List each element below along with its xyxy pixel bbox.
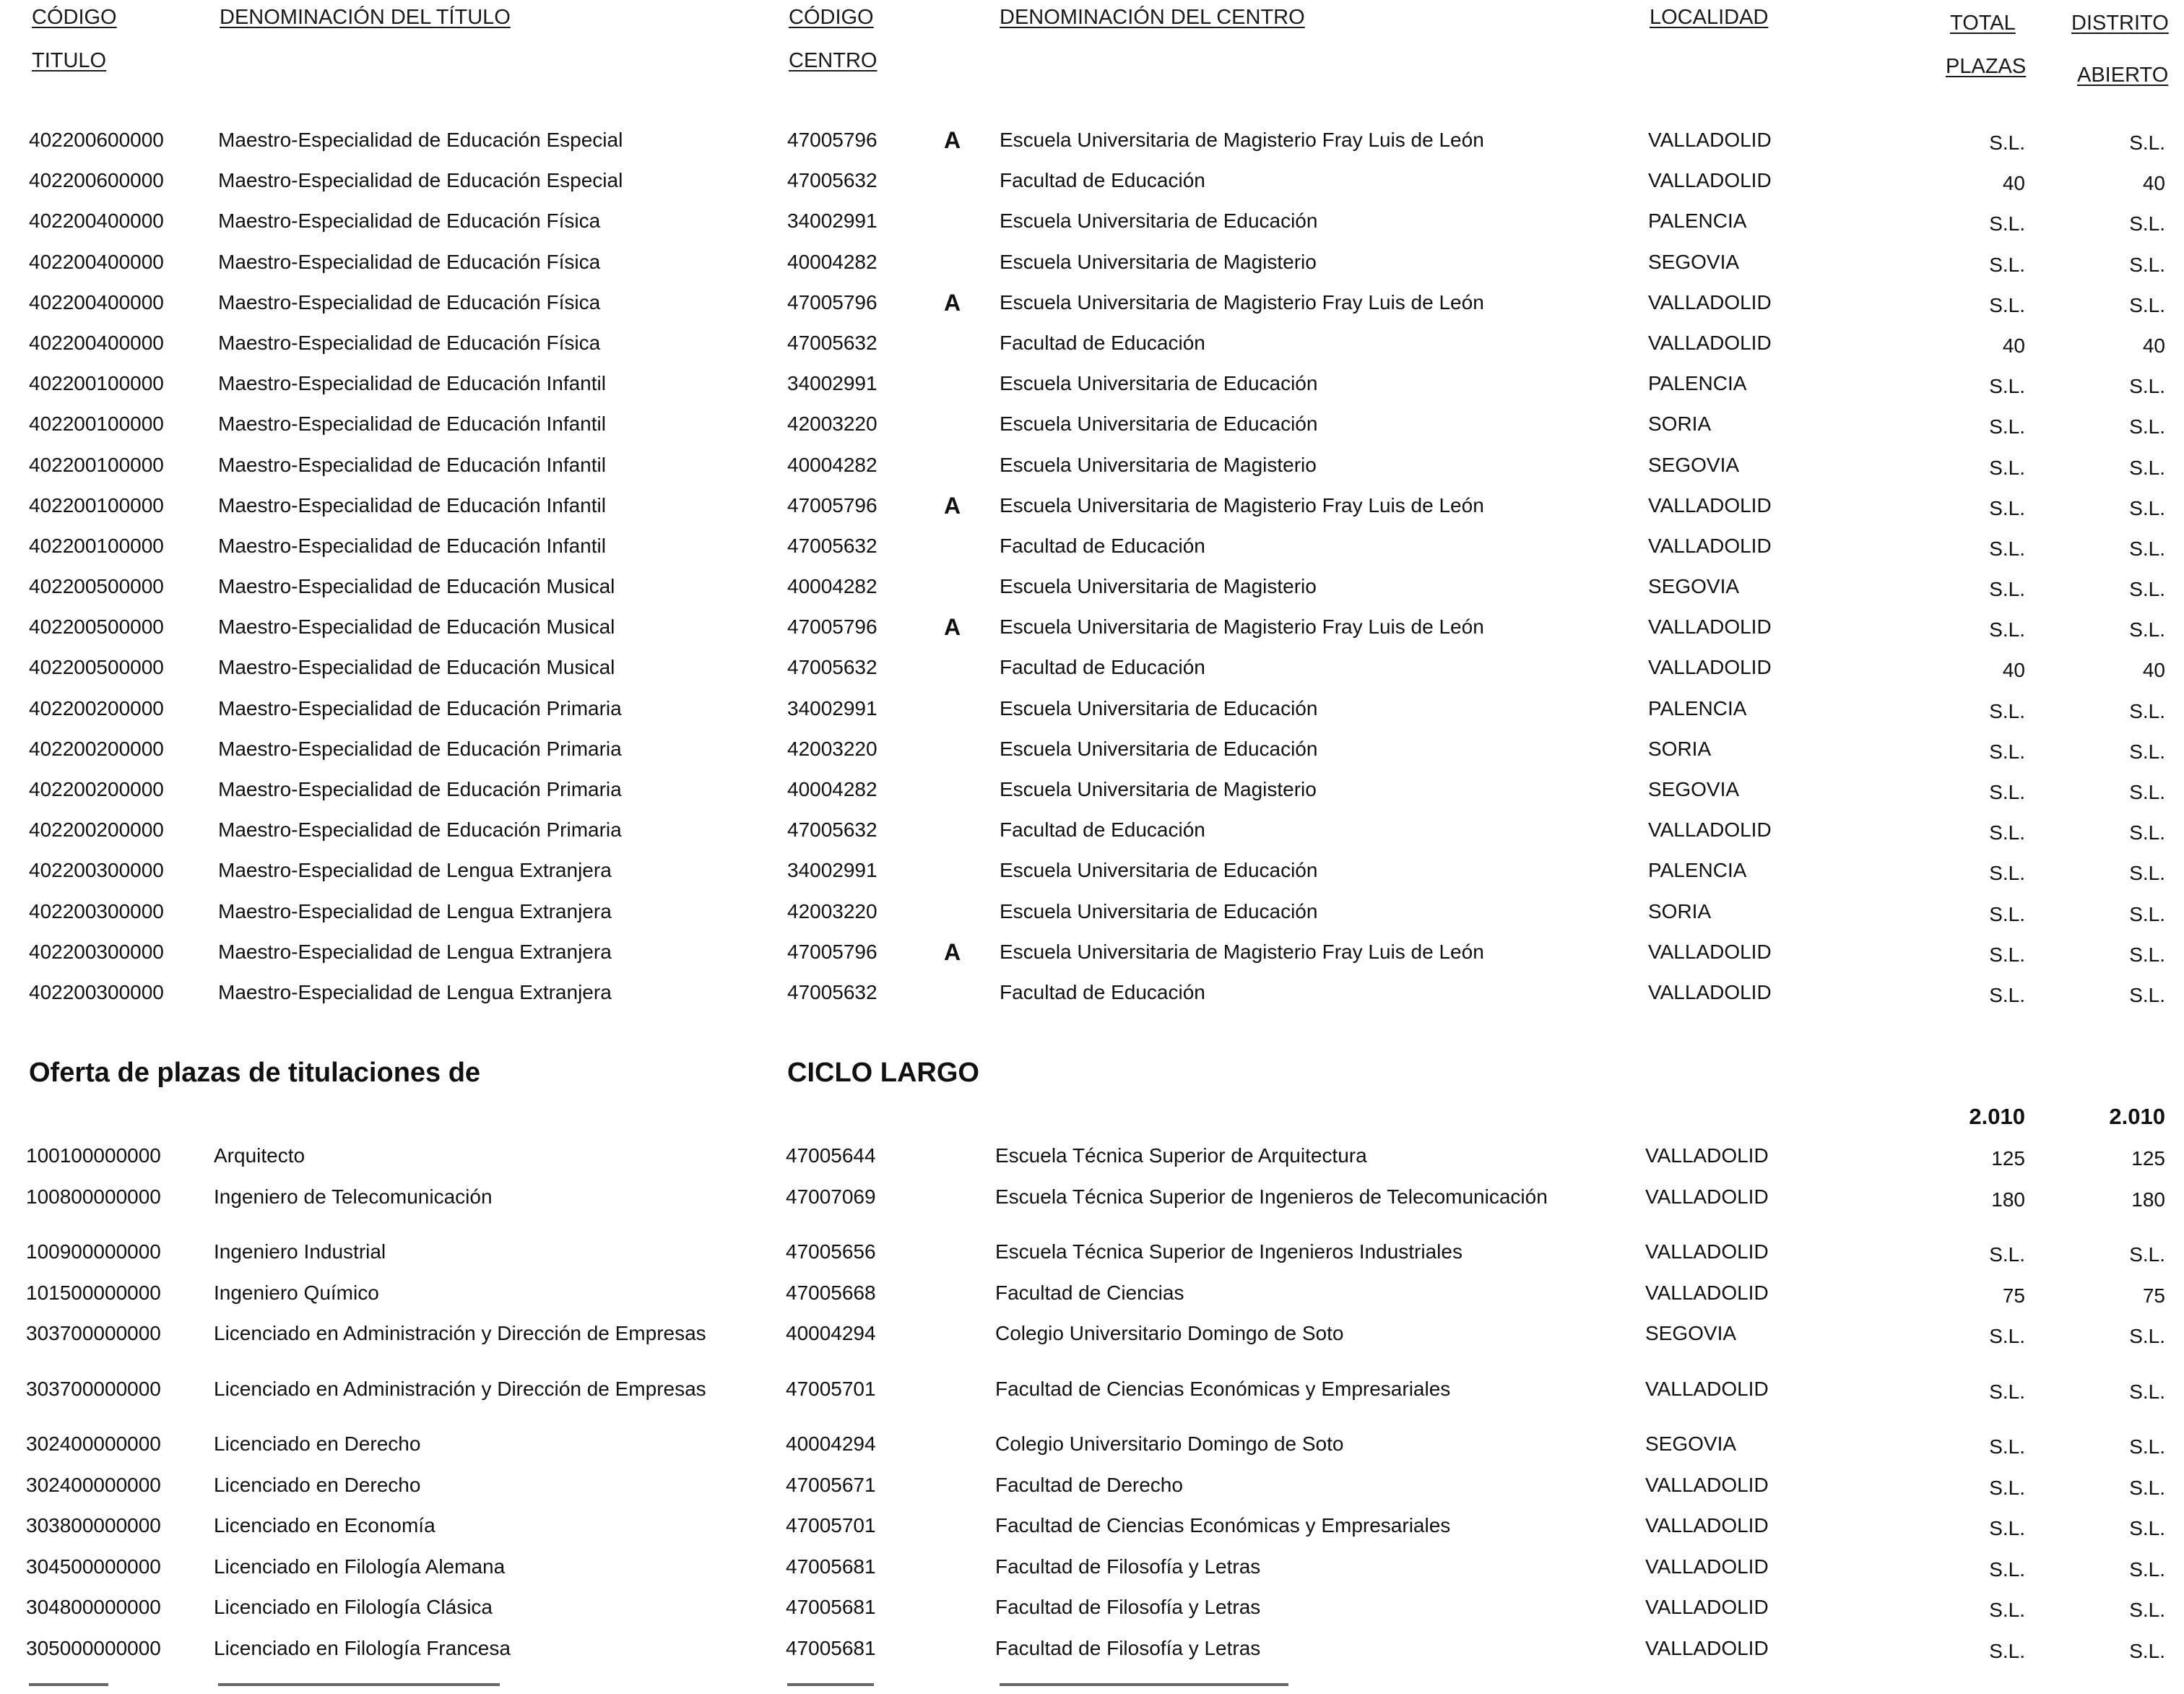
denominacion-centro-cell: Escuela Universitaria de Educación bbox=[1000, 209, 1318, 233]
denominacion-titulo-cell: Maestro-Especialidad de Educación Musical bbox=[218, 615, 615, 639]
codigo-titulo-cell: 304500000000 bbox=[26, 1555, 161, 1578]
distrito-abierto-cell: S.L. bbox=[2129, 537, 2165, 560]
localidad-cell: PALENCIA bbox=[1648, 696, 1747, 719]
distrito-abierto-cell: S.L. bbox=[2129, 1476, 2165, 1499]
denominacion-centro-cell: Escuela Universitaria de Educación bbox=[1000, 372, 1318, 395]
codigo-titulo-cell: 402200300000 bbox=[29, 940, 164, 963]
codigo-titulo-cell: 402200200000 bbox=[29, 737, 164, 760]
denominacion-titulo-cell: Maestro-Especialidad de Educación Física bbox=[218, 209, 601, 233]
distrito-abierto-cell: 40 bbox=[2142, 172, 2165, 195]
denominacion-titulo-cell: Maestro-Especialidad de Educación Física bbox=[218, 250, 601, 273]
table-row bbox=[0, 891, 2184, 932]
table-row bbox=[0, 282, 2184, 323]
total-plazas-cell: S.L. bbox=[1989, 862, 2025, 885]
codigo-centro-cell: 40004282 bbox=[787, 453, 878, 476]
codigo-centro-cell: 42003220 bbox=[787, 737, 878, 760]
table-row bbox=[0, 1273, 2184, 1314]
localidad-cell: VALLADOLID bbox=[1645, 1240, 1769, 1263]
total-plazas-cell: S.L. bbox=[1989, 212, 2025, 235]
codigo-titulo-cell: 402200100000 bbox=[29, 493, 164, 517]
table-row bbox=[0, 485, 2184, 526]
denominacion-titulo-cell: Maestro-Especialidad de Educación Infantil bbox=[218, 453, 606, 476]
codigo-titulo-cell: 402200200000 bbox=[29, 696, 164, 719]
total-plazas-cell: S.L. bbox=[1989, 781, 2025, 803]
denominacion-centro-cell: Escuela Universitaria de Magisterio Fray Luis de León bbox=[1000, 615, 1484, 639]
total-plazas-cell: S.L. bbox=[1989, 618, 2025, 641]
localidad-cell: VALLADOLID bbox=[1645, 1144, 1769, 1167]
cut-off-header bbox=[0, 1683, 2184, 1694]
codigo-centro-cell: 47005632 bbox=[787, 818, 878, 842]
codigo-titulo-cell: 402200300000 bbox=[29, 980, 164, 1003]
codigo-centro-cell: 47005656 bbox=[786, 1240, 876, 1263]
distrito-abierto-cell: S.L. bbox=[2129, 618, 2165, 641]
total-plazas-cell: S.L. bbox=[1989, 456, 2025, 479]
denominacion-centro-cell: Facultad de Educación bbox=[1000, 534, 1205, 557]
denominacion-titulo-cell: Maestro-Especialidad de Educación Infantil bbox=[218, 534, 606, 557]
codigo-centro-cell: 47005632 bbox=[787, 980, 878, 1003]
localidad-cell: VALLADOLID bbox=[1645, 1281, 1769, 1304]
codigo-titulo-cell: 402200600000 bbox=[29, 129, 164, 151]
codigo-centro-cell: 34002991 bbox=[787, 696, 878, 719]
codigo-titulo-cell: 402200400000 bbox=[29, 209, 164, 233]
codigo-centro-cell: 40004294 bbox=[786, 1432, 876, 1455]
denominacion-titulo-cell: Maestro-Especialidad de Educación Musical bbox=[218, 656, 615, 679]
denominacion-centro-cell: Escuela Universitaria de Educación bbox=[1000, 859, 1318, 882]
distrito-abierto-cell: S.L. bbox=[2129, 821, 2165, 844]
distrito-abierto-cell: S.L. bbox=[2129, 375, 2165, 398]
localidad-cell: VALLADOLID bbox=[1648, 615, 1772, 639]
total-plazas-cell: 40 bbox=[2002, 659, 2025, 682]
codigo-centro-cell: 34002991 bbox=[787, 859, 878, 882]
localidad-cell: VALLADOLID bbox=[1645, 1473, 1769, 1496]
total-plazas-cell: S.L. bbox=[1989, 1599, 2025, 1621]
total-plazas-cell: S.L. bbox=[1989, 1476, 2025, 1499]
table-row bbox=[0, 1177, 2184, 1218]
total-plazas-cell: 125 bbox=[1991, 1147, 2025, 1170]
distrito-abierto-cell: S.L. bbox=[2129, 578, 2165, 601]
distrito-abierto-cell: S.L. bbox=[2129, 862, 2165, 885]
denominacion-centro-cell: Escuela Universitaria de Magisterio Fray Luis de León bbox=[1000, 493, 1484, 517]
distrito-abierto-cell: S.L. bbox=[2129, 1517, 2165, 1539]
codigo-titulo-cell: 303700000000 bbox=[26, 1377, 161, 1400]
table-row bbox=[0, 972, 2184, 1013]
denominacion-titulo-cell: Licenciado en Derecho bbox=[214, 1473, 421, 1496]
section-title-ciclo: CICLO LARGO bbox=[787, 1058, 979, 1088]
distrito-abierto-cell: 40 bbox=[2142, 334, 2165, 357]
distrito-abierto-cell: S.L. bbox=[2129, 131, 2165, 154]
table-row bbox=[0, 160, 2184, 201]
codigo-centro-cell: 47007069 bbox=[786, 1185, 876, 1208]
denominacion-centro-cell: Facultad de Derecho bbox=[995, 1473, 1183, 1496]
table-row bbox=[0, 850, 2184, 891]
denominacion-centro-cell: Facultad de Filosofía y Letras bbox=[995, 1636, 1261, 1659]
table-row bbox=[0, 404, 2184, 444]
localidad-cell: VALLADOLID bbox=[1648, 818, 1772, 842]
codigo-titulo-cell: 402200400000 bbox=[29, 250, 164, 273]
table-body-ciclo-largo bbox=[0, 1136, 2184, 1669]
codigo-centro-cell: 47005668 bbox=[786, 1281, 876, 1304]
header-codigo-centro-2: CENTRO bbox=[789, 49, 878, 72]
total-plazas-cell: S.L. bbox=[1989, 253, 2025, 276]
denominacion-titulo-cell: Licenciado en Filología Alemana bbox=[214, 1555, 506, 1578]
total-plazas-cell: S.L. bbox=[1989, 1243, 2025, 1266]
total-plazas-cell: S.L. bbox=[1989, 375, 2025, 398]
distrito-abierto-cell: S.L. bbox=[2129, 1325, 2165, 1347]
codigo-titulo-cell: 402200400000 bbox=[29, 331, 164, 354]
localidad-cell: SEGOVIA bbox=[1648, 575, 1740, 598]
table-row bbox=[0, 1369, 2184, 1410]
table-row bbox=[0, 363, 2184, 404]
total-plazas-cell: S.L. bbox=[1989, 983, 2025, 1006]
localidad-cell: SORIA bbox=[1648, 412, 1712, 436]
localidad-cell: SORIA bbox=[1648, 737, 1712, 760]
table-row bbox=[0, 201, 2184, 241]
flag-cell: A bbox=[944, 127, 961, 153]
denominacion-titulo-cell: Maestro-Especialidad de Educación Especial bbox=[218, 169, 623, 192]
denominacion-titulo-cell: Maestro-Especialidad de Educación Musical bbox=[218, 575, 615, 598]
denominacion-titulo-cell: Licenciado en Derecho bbox=[214, 1432, 421, 1455]
denominacion-centro-cell: Facultad de Ciencias Económicas y Empresariales bbox=[995, 1514, 1451, 1537]
denominacion-titulo-cell: Licenciado en Administración y Dirección de Empresas bbox=[214, 1322, 706, 1344]
denominacion-centro-cell: Escuela Universitaria de Magisterio bbox=[1000, 453, 1317, 476]
denominacion-titulo-cell: Maestro-Especialidad de Lengua Extranjera bbox=[218, 980, 612, 1003]
table-row bbox=[0, 1587, 2184, 1628]
section-total-distrito: 2.010 bbox=[2109, 1104, 2165, 1129]
header-localidad: LOCALIDAD bbox=[1650, 6, 1769, 29]
denominacion-centro-cell: Facultad de Filosofía y Letras bbox=[995, 1596, 1261, 1618]
header-total-2: PLAZAS bbox=[1946, 55, 2027, 78]
codigo-centro-cell: 42003220 bbox=[787, 899, 878, 922]
codigo-centro-cell: 47005681 bbox=[786, 1596, 876, 1618]
distrito-abierto-cell: 75 bbox=[2142, 1284, 2165, 1307]
distrito-abierto-cell: S.L. bbox=[2129, 1557, 2165, 1581]
localidad-cell: VALLADOLID bbox=[1645, 1377, 1769, 1400]
localidad-cell: SEGOVIA bbox=[1645, 1322, 1737, 1344]
total-plazas-cell: S.L. bbox=[1989, 740, 2025, 763]
localidad-cell: PALENCIA bbox=[1648, 372, 1747, 395]
denominacion-titulo-cell: Licenciado en Economía bbox=[214, 1514, 436, 1537]
localidad-cell: VALLADOLID bbox=[1645, 1596, 1769, 1618]
codigo-centro-cell: 47005632 bbox=[787, 534, 878, 557]
total-plazas-cell: S.L. bbox=[1989, 943, 2025, 966]
denominacion-centro-cell: Escuela Universitaria de Magisterio Fray Luis de León bbox=[1000, 129, 1484, 151]
codigo-titulo-cell: 402200600000 bbox=[29, 169, 164, 192]
table-row bbox=[0, 1136, 2184, 1177]
localidad-cell: VALLADOLID bbox=[1645, 1514, 1769, 1537]
localidad-cell: SEGOVIA bbox=[1648, 778, 1740, 800]
codigo-titulo-cell: 302400000000 bbox=[26, 1432, 161, 1455]
total-plazas-cell: S.L. bbox=[1989, 293, 2025, 316]
total-plazas-cell: S.L. bbox=[1989, 1517, 2025, 1539]
denominacion-titulo-cell: Ingeniero Químico bbox=[214, 1281, 379, 1304]
codigo-titulo-cell: 304800000000 bbox=[26, 1596, 161, 1618]
table-body-ciclo-corto bbox=[0, 120, 2184, 1013]
total-plazas-cell: S.L. bbox=[1989, 1557, 2025, 1581]
codigo-titulo-cell: 100800000000 bbox=[26, 1185, 161, 1208]
localidad-cell: VALLADOLID bbox=[1648, 534, 1772, 557]
denominacion-titulo-cell: Arquitecto bbox=[214, 1144, 306, 1167]
codigo-centro-cell: 47005632 bbox=[787, 656, 878, 679]
distrito-abierto-cell: S.L. bbox=[2129, 943, 2165, 966]
localidad-cell: SEGOVIA bbox=[1648, 250, 1740, 273]
localidad-cell: VALLADOLID bbox=[1648, 129, 1772, 151]
denominacion-titulo-cell: Licenciado en Administración y Dirección de Empresas bbox=[214, 1377, 706, 1400]
table-row bbox=[0, 607, 2184, 647]
table-row bbox=[0, 1424, 2184, 1465]
denominacion-titulo-cell: Maestro-Especialidad de Lengua Extranjera bbox=[218, 859, 612, 882]
total-plazas-cell: S.L. bbox=[1989, 415, 2025, 438]
flag-cell: A bbox=[944, 614, 961, 641]
table-row bbox=[0, 242, 2184, 282]
codigo-centro-cell: 40004282 bbox=[787, 250, 878, 273]
flag-cell: A bbox=[944, 492, 961, 519]
total-plazas-cell: S.L. bbox=[1989, 821, 2025, 844]
codigo-centro-cell: 47005796 bbox=[787, 290, 878, 314]
table-row bbox=[0, 323, 2184, 363]
codigo-centro-cell: 47005796 bbox=[787, 940, 878, 963]
total-plazas-cell: S.L. bbox=[1989, 1325, 2025, 1347]
total-plazas-cell: S.L. bbox=[1989, 578, 2025, 601]
table-row bbox=[0, 647, 2184, 688]
table-row bbox=[0, 1547, 2184, 1588]
table-row bbox=[0, 810, 2184, 850]
total-plazas-cell: S.L. bbox=[1989, 131, 2025, 154]
denominacion-titulo-cell: Licenciado en Filología Francesa bbox=[214, 1636, 511, 1659]
denominacion-centro-cell: Escuela Universitaria de Magisterio Fray Luis de León bbox=[1000, 290, 1484, 314]
codigo-titulo-cell: 402200500000 bbox=[29, 656, 164, 679]
denominacion-titulo-cell: Maestro-Especialidad de Lengua Extranjera bbox=[218, 899, 612, 922]
denominacion-centro-cell: Facultad de Educación bbox=[1000, 331, 1205, 354]
denominacion-titulo-cell: Maestro-Especialidad de Educación Física bbox=[218, 331, 601, 354]
total-plazas-cell: 180 bbox=[1991, 1188, 2025, 1211]
distrito-abierto-cell: 40 bbox=[2142, 659, 2165, 682]
localidad-cell: VALLADOLID bbox=[1645, 1555, 1769, 1578]
table-header bbox=[0, 6, 2184, 92]
localidad-cell: VALLADOLID bbox=[1648, 493, 1772, 517]
codigo-titulo-cell: 305000000000 bbox=[26, 1636, 161, 1659]
distrito-abierto-cell: S.L. bbox=[2129, 415, 2165, 438]
codigo-centro-cell: 47005632 bbox=[787, 169, 878, 192]
denominacion-centro-cell: Colegio Universitario Domingo de Soto bbox=[995, 1322, 1344, 1344]
table-row bbox=[0, 566, 2184, 607]
table-row bbox=[0, 445, 2184, 485]
denominacion-titulo-cell: Maestro-Especialidad de Educación Infantil bbox=[218, 412, 606, 436]
denominacion-centro-cell: Escuela Universitaria de Educación bbox=[1000, 412, 1318, 436]
denominacion-titulo-cell: Maestro-Especialidad de Educación Primaria bbox=[218, 737, 622, 760]
table-row bbox=[0, 1505, 2184, 1547]
distrito-abierto-cell: S.L. bbox=[2129, 1599, 2165, 1621]
codigo-titulo-cell: 402200500000 bbox=[29, 615, 164, 639]
denominacion-titulo-cell: Maestro-Especialidad de Educación Especial bbox=[218, 129, 623, 151]
denominacion-centro-cell: Escuela Universitaria de Magisterio bbox=[1000, 778, 1317, 800]
denominacion-centro-cell: Escuela Universitaria de Educación bbox=[1000, 737, 1318, 760]
distrito-abierto-cell: S.L. bbox=[2129, 212, 2165, 235]
codigo-centro-cell: 47005632 bbox=[787, 331, 878, 354]
distrito-abierto-cell: S.L. bbox=[2129, 902, 2165, 925]
localidad-cell: VALLADOLID bbox=[1645, 1636, 1769, 1659]
codigo-titulo-cell: 100100000000 bbox=[26, 1144, 161, 1167]
distrito-abierto-cell: S.L. bbox=[2129, 1639, 2165, 1662]
localidad-cell: SEGOVIA bbox=[1648, 453, 1740, 476]
codigo-centro-cell: 47005644 bbox=[786, 1144, 876, 1167]
table-row bbox=[0, 688, 2184, 729]
total-plazas-cell: 40 bbox=[2002, 334, 2025, 357]
denominacion-centro-cell: Escuela Universitaria de Magisterio bbox=[1000, 250, 1317, 273]
distrito-abierto-cell: S.L. bbox=[2129, 740, 2165, 763]
localidad-cell: PALENCIA bbox=[1648, 859, 1747, 882]
codigo-titulo-cell: 402200200000 bbox=[29, 778, 164, 800]
table-row bbox=[0, 526, 2184, 566]
header-codigo-titulo-2: TITULO bbox=[32, 49, 107, 72]
codigo-titulo-cell: 402200300000 bbox=[29, 899, 164, 922]
codigo-titulo-cell: 303700000000 bbox=[26, 1322, 161, 1344]
denominacion-centro-cell: Facultad de Filosofía y Letras bbox=[995, 1555, 1261, 1578]
distrito-abierto-cell: S.L. bbox=[2129, 781, 2165, 803]
total-plazas-cell: 40 bbox=[2002, 172, 2025, 195]
distrito-abierto-cell: S.L. bbox=[2129, 1243, 2165, 1266]
codigo-titulo-cell: 402200500000 bbox=[29, 575, 164, 598]
codigo-centro-cell: 40004282 bbox=[787, 575, 878, 598]
header-denominacion-centro: DENOMINACIÓN DEL CENTRO bbox=[1000, 6, 1305, 29]
localidad-cell: VALLADOLID bbox=[1648, 331, 1772, 354]
flag-cell: A bbox=[944, 289, 961, 316]
codigo-titulo-cell: 302400000000 bbox=[26, 1473, 161, 1496]
denominacion-centro-cell: Facultad de Ciencias bbox=[995, 1281, 1184, 1304]
codigo-titulo-cell: 303800000000 bbox=[26, 1514, 161, 1537]
header-denominacion-titulo: DENOMINACIÓN DEL TÍTULO bbox=[220, 6, 511, 29]
codigo-centro-cell: 47005796 bbox=[787, 493, 878, 517]
denominacion-centro-cell: Escuela Técnica Superior de Ingenieros de Telecomunicación bbox=[995, 1185, 1548, 1208]
codigo-titulo-cell: 402200400000 bbox=[29, 290, 164, 314]
denominacion-titulo-cell: Maestro-Especialidad de Educación Primaria bbox=[218, 778, 622, 800]
denominacion-titulo-cell: Maestro-Especialidad de Educación Primaria bbox=[218, 818, 622, 842]
denominacion-titulo-cell: Maestro-Especialidad de Lengua Extranjera bbox=[218, 940, 612, 963]
table-row bbox=[0, 1232, 2184, 1273]
denominacion-titulo-cell: Maestro-Especialidad de Educación Primaria bbox=[218, 696, 622, 719]
codigo-titulo-cell: 402200100000 bbox=[29, 534, 164, 557]
localidad-cell: VALLADOLID bbox=[1648, 940, 1772, 963]
table-row bbox=[0, 729, 2184, 769]
localidad-cell: VALLADOLID bbox=[1648, 656, 1772, 679]
denominacion-centro-cell: Escuela Universitaria de Educación bbox=[1000, 899, 1318, 922]
table-row bbox=[0, 120, 2184, 160]
localidad-cell: SORIA bbox=[1648, 899, 1712, 922]
total-plazas-cell: S.L. bbox=[1989, 496, 2025, 519]
denominacion-titulo-cell: Ingeniero de Telecomunicación bbox=[214, 1185, 493, 1208]
codigo-centro-cell: 34002991 bbox=[787, 372, 878, 395]
denominacion-centro-cell: Facultad de Educación bbox=[1000, 169, 1205, 192]
header-codigo-titulo-1: CÓDIGO bbox=[32, 6, 117, 29]
distrito-abierto-cell: S.L. bbox=[2129, 496, 2165, 519]
total-plazas-cell: S.L. bbox=[1989, 902, 2025, 925]
denominacion-centro-cell: Escuela Técnica Superior de Ingenieros Industriales bbox=[995, 1240, 1462, 1263]
codigo-titulo-cell: 402200100000 bbox=[29, 453, 164, 476]
denominacion-titulo-cell: Ingeniero Industrial bbox=[214, 1240, 386, 1263]
localidad-cell: VALLADOLID bbox=[1648, 290, 1772, 314]
codigo-centro-cell: 47005701 bbox=[786, 1377, 876, 1400]
distrito-abierto-cell: S.L. bbox=[2129, 253, 2165, 276]
codigo-titulo-cell: 402200100000 bbox=[29, 372, 164, 395]
codigo-centro-cell: 47005796 bbox=[787, 129, 878, 151]
denominacion-centro-cell: Facultad de Ciencias Económicas y Empresariales bbox=[995, 1377, 1451, 1400]
codigo-titulo-cell: 402200300000 bbox=[29, 859, 164, 882]
localidad-cell: SEGOVIA bbox=[1645, 1432, 1737, 1455]
distrito-abierto-cell: S.L. bbox=[2129, 1435, 2165, 1458]
localidad-cell: VALLADOLID bbox=[1648, 169, 1772, 192]
denominacion-titulo-cell: Maestro-Especialidad de Educación Física bbox=[218, 290, 601, 314]
codigo-centro-cell: 47005796 bbox=[787, 615, 878, 639]
distrito-abierto-cell: S.L. bbox=[2129, 293, 2165, 316]
codigo-centro-cell: 40004282 bbox=[787, 778, 878, 800]
distrito-abierto-cell: S.L. bbox=[2129, 456, 2165, 479]
table-row bbox=[0, 1465, 2184, 1506]
header-distrito-2: ABIERTO bbox=[2077, 64, 2169, 87]
denominacion-centro-cell: Facultad de Educación bbox=[1000, 818, 1205, 842]
total-plazas-cell: S.L. bbox=[1989, 1639, 2025, 1662]
header-total-1: TOTAL bbox=[1950, 12, 2016, 35]
distrito-abierto-cell: 125 bbox=[2131, 1147, 2165, 1170]
denominacion-titulo-cell: Maestro-Especialidad de Educación Infantil bbox=[218, 493, 606, 517]
distrito-abierto-cell: S.L. bbox=[2129, 983, 2165, 1006]
localidad-cell: VALLADOLID bbox=[1648, 980, 1772, 1003]
localidad-cell: VALLADOLID bbox=[1645, 1185, 1769, 1208]
distrito-abierto-cell: S.L. bbox=[2129, 1380, 2165, 1403]
denominacion-titulo-cell: Maestro-Especialidad de Educación Infantil bbox=[218, 372, 606, 395]
table-row bbox=[0, 1313, 2184, 1354]
header-distrito-1: DISTRITO bbox=[2071, 12, 2169, 35]
table-row bbox=[0, 769, 2184, 810]
denominacion-titulo-cell: Licenciado en Filología Clásica bbox=[214, 1596, 493, 1618]
total-plazas-cell: S.L. bbox=[1989, 1435, 2025, 1458]
flag-cell: A bbox=[944, 938, 961, 965]
codigo-titulo-cell: 101500000000 bbox=[26, 1281, 161, 1304]
table-row bbox=[0, 932, 2184, 972]
codigo-centro-cell: 47005681 bbox=[786, 1636, 876, 1659]
codigo-titulo-cell: 402200100000 bbox=[29, 412, 164, 436]
denominacion-centro-cell: Facultad de Educación bbox=[1000, 656, 1205, 679]
codigo-centro-cell: 34002991 bbox=[787, 209, 878, 233]
distrito-abierto-cell: S.L. bbox=[2129, 699, 2165, 722]
total-plazas-cell: 75 bbox=[2002, 1284, 2025, 1307]
denominacion-centro-cell: Escuela Universitaria de Educación bbox=[1000, 696, 1318, 719]
codigo-centro-cell: 47005671 bbox=[786, 1473, 876, 1496]
table-row bbox=[0, 1628, 2184, 1669]
codigo-centro-cell: 40004294 bbox=[786, 1322, 876, 1344]
section-total-plazas: 2.010 bbox=[1969, 1104, 2025, 1129]
header-codigo-centro-1: CÓDIGO bbox=[789, 6, 874, 29]
section-title: Oferta de plazas de titulaciones de bbox=[29, 1058, 481, 1088]
denominacion-centro-cell: Colegio Universitario Domingo de Soto bbox=[995, 1432, 1344, 1455]
denominacion-centro-cell: Escuela Universitaria de Magisterio Fray Luis de León bbox=[1000, 940, 1484, 963]
denominacion-centro-cell: Escuela Universitaria de Magisterio bbox=[1000, 575, 1317, 598]
codigo-titulo-cell: 402200200000 bbox=[29, 818, 164, 842]
distrito-abierto-cell: 180 bbox=[2131, 1188, 2165, 1211]
total-plazas-cell: S.L. bbox=[1989, 699, 2025, 722]
total-plazas-cell: S.L. bbox=[1989, 537, 2025, 560]
localidad-cell: PALENCIA bbox=[1648, 209, 1747, 233]
total-plazas-cell: S.L. bbox=[1989, 1380, 2025, 1403]
codigo-centro-cell: 42003220 bbox=[787, 412, 878, 436]
codigo-centro-cell: 47005701 bbox=[786, 1514, 876, 1537]
denominacion-centro-cell: Escuela Técnica Superior de Arquitectura bbox=[995, 1144, 1367, 1167]
codigo-centro-cell: 47005681 bbox=[786, 1555, 876, 1578]
denominacion-centro-cell: Facultad de Educación bbox=[1000, 980, 1205, 1003]
codigo-titulo-cell: 100900000000 bbox=[26, 1240, 161, 1263]
